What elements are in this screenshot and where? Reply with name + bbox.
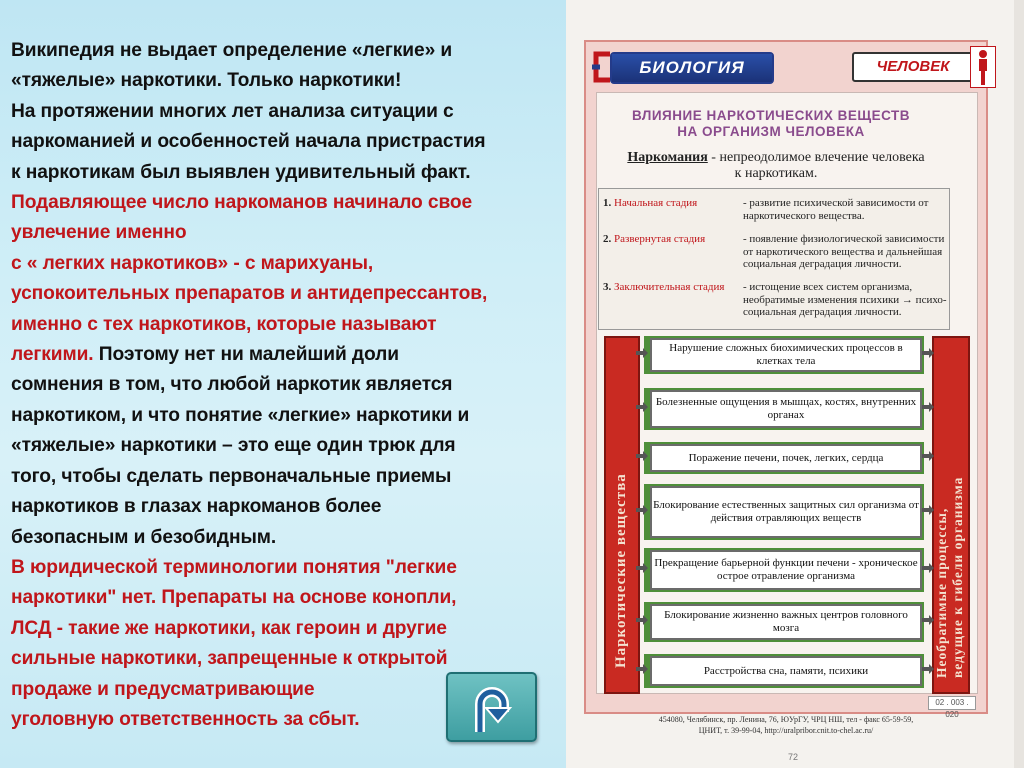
stage-name: Начальная стадия (614, 197, 698, 209)
text-line-red: уголовную ответственность за сбыт. (11, 708, 360, 730)
text-line-red: наркотики" нет. Препараты на основе конопли, (11, 587, 457, 609)
arrow-right-icon (636, 505, 648, 515)
text-line-red: продаже и предусматривающие (11, 678, 315, 700)
arrow-right-icon (636, 615, 648, 625)
effect-box: Нарушение сложных биохимических процессов в клетках тела (650, 338, 922, 372)
text-line: того, чтобы сделать первоначальные приемы (11, 465, 452, 487)
right-edge-strip (1014, 0, 1024, 768)
stage-name: Развернутая стадия (614, 233, 706, 245)
arrow-right-icon (636, 348, 648, 358)
text-line-red: увлечение именно (11, 222, 187, 244)
text-line: сомнения в том, что любой наркотик является (11, 374, 453, 396)
back-button[interactable] (446, 672, 537, 742)
text-line: На протяжении многих лет анализа ситуации с (11, 100, 454, 122)
text-red-fragment: легкими. (11, 344, 94, 366)
text-line: наркоманией и особенностей начала пристрастия (11, 131, 486, 153)
stage-number: 2. (603, 233, 612, 245)
logo-text: БИОЛОГИЯ (612, 54, 772, 82)
address-line: ЦНИТ, т. 39-99-04, http://uralpribor.cnit.to-chel.ac.ru/ (698, 726, 874, 735)
arrow-right-icon (922, 563, 934, 573)
right-vertical-line: ведущие к гибели организма (950, 476, 965, 678)
text-line-red: с « легких наркотиков» - с марихуаны, (11, 252, 374, 274)
right-vertical-line: Необратимые процессы, (934, 507, 949, 678)
arrow-right-icon (922, 451, 934, 461)
arrow-right-icon (636, 451, 648, 461)
arrow-right-icon (636, 563, 648, 573)
effect-box: Расстройства сна, памяти, психики (650, 656, 922, 686)
stage-description: - развитие психической зависимости от наркотического вещества. (743, 197, 929, 222)
arrow-right-icon (922, 348, 934, 358)
text-line-red: сильные наркотики, запрещенные к открытой (11, 648, 448, 670)
poster (566, 0, 1024, 768)
logo-mark-icon (590, 50, 614, 84)
human-figure-icon (970, 46, 996, 88)
stage-description: - появление физиологической зависимости от наркотического вещества и дальнейшая социальная деградация личности. (743, 233, 945, 270)
poster-title-line: НА ОРГАНИЗМ ЧЕЛОВЕКА (677, 124, 865, 139)
text-line: безопасным и безобидным. (11, 526, 277, 548)
arrow-right-icon (922, 615, 934, 625)
biology-logo (610, 52, 774, 84)
text-line-red: ЛСД - такие же наркотики, как героин и другие (11, 617, 447, 639)
effect-box: Блокирование жизненно важных центров головного мозга (650, 604, 922, 640)
main-text (11, 36, 571, 735)
poster-title (606, 108, 936, 140)
text-line-red: успокоительных препаратов и антидепрессантов, (11, 283, 488, 305)
arrow-right-icon (922, 664, 934, 674)
text-line: «тяжелые» наркотики – это еще один трюк для (11, 435, 456, 457)
definition-text: - непреодолимое влечение человека (707, 150, 925, 165)
text-line-red: именно с тех наркотиков, которые называют (11, 313, 437, 335)
stage-description: - истощение всех систем организма, необратимые изменения психики → психо-социальная деградация личности. (743, 281, 947, 318)
poster-address (616, 714, 956, 736)
arrow-right-icon (922, 505, 934, 515)
stage-name: Заключительная стадия (614, 281, 725, 293)
poster-title-line: ВЛИЯНИЕ НАРКОТИЧЕСКИХ ВЕЩЕСТВ (631, 108, 911, 123)
text-line-mixed (11, 340, 571, 370)
arrow-right-icon (922, 402, 934, 412)
definition-term: Наркомания (627, 150, 708, 165)
arrow-right-icon (636, 664, 648, 674)
text-line: наркотиком, и что понятие «легкие» наркотики и (11, 404, 470, 426)
stage-number: 1. (603, 197, 612, 209)
address-line: 454080, Челябинск, пр. Ленина, 76, ЮУрГУ, ЧРЦ НШ, тел - факс 65-59-59, (658, 715, 914, 724)
right-vertical-text (934, 477, 966, 678)
text-line-red: Подавляющее число наркоманов начинало свое (11, 192, 473, 214)
effect-box: Болезненные ощущения в мышцах, костях, внутренних органах (650, 390, 922, 428)
right-vertical-band (932, 336, 970, 694)
text-line: к наркотикам был выявлен удивительный факт. (11, 161, 471, 183)
stage-number: 3. (603, 281, 612, 293)
text-line: «тяжелые» наркотики. Только наркотики! (11, 70, 402, 92)
page-number: 72 (788, 752, 799, 762)
effect-box: Блокирование естественных защитных сил организма от действия отравляющих веществ (650, 486, 922, 538)
left-vertical-text: Наркотические вещества (613, 473, 629, 668)
effect-box: Прекращение барьерной функции печени - хроническое острое отравление организма (650, 550, 922, 590)
arrow-right-icon (636, 402, 648, 412)
effect-box: Поражение печени, почек, легких, сердца (650, 444, 922, 472)
left-vertical-band (604, 336, 640, 694)
poster-code: 02 . 003 . 020 (928, 696, 976, 710)
text-line: Википедия не выдает определение «легкие» и (11, 40, 453, 61)
u-turn-arrow-icon (468, 682, 516, 734)
text-black-fragment: Поэтому нет ни малейший доли (93, 344, 399, 366)
stages-box (598, 188, 950, 330)
definition-text: к наркотикам. (734, 166, 818, 181)
text-line: наркотиков в глазах наркоманов более (11, 496, 382, 518)
human-tag: ЧЕЛОВЕК (852, 52, 974, 82)
definition (606, 150, 946, 182)
text-line-red: В юридической терминологии понятия "легкие (11, 556, 457, 578)
